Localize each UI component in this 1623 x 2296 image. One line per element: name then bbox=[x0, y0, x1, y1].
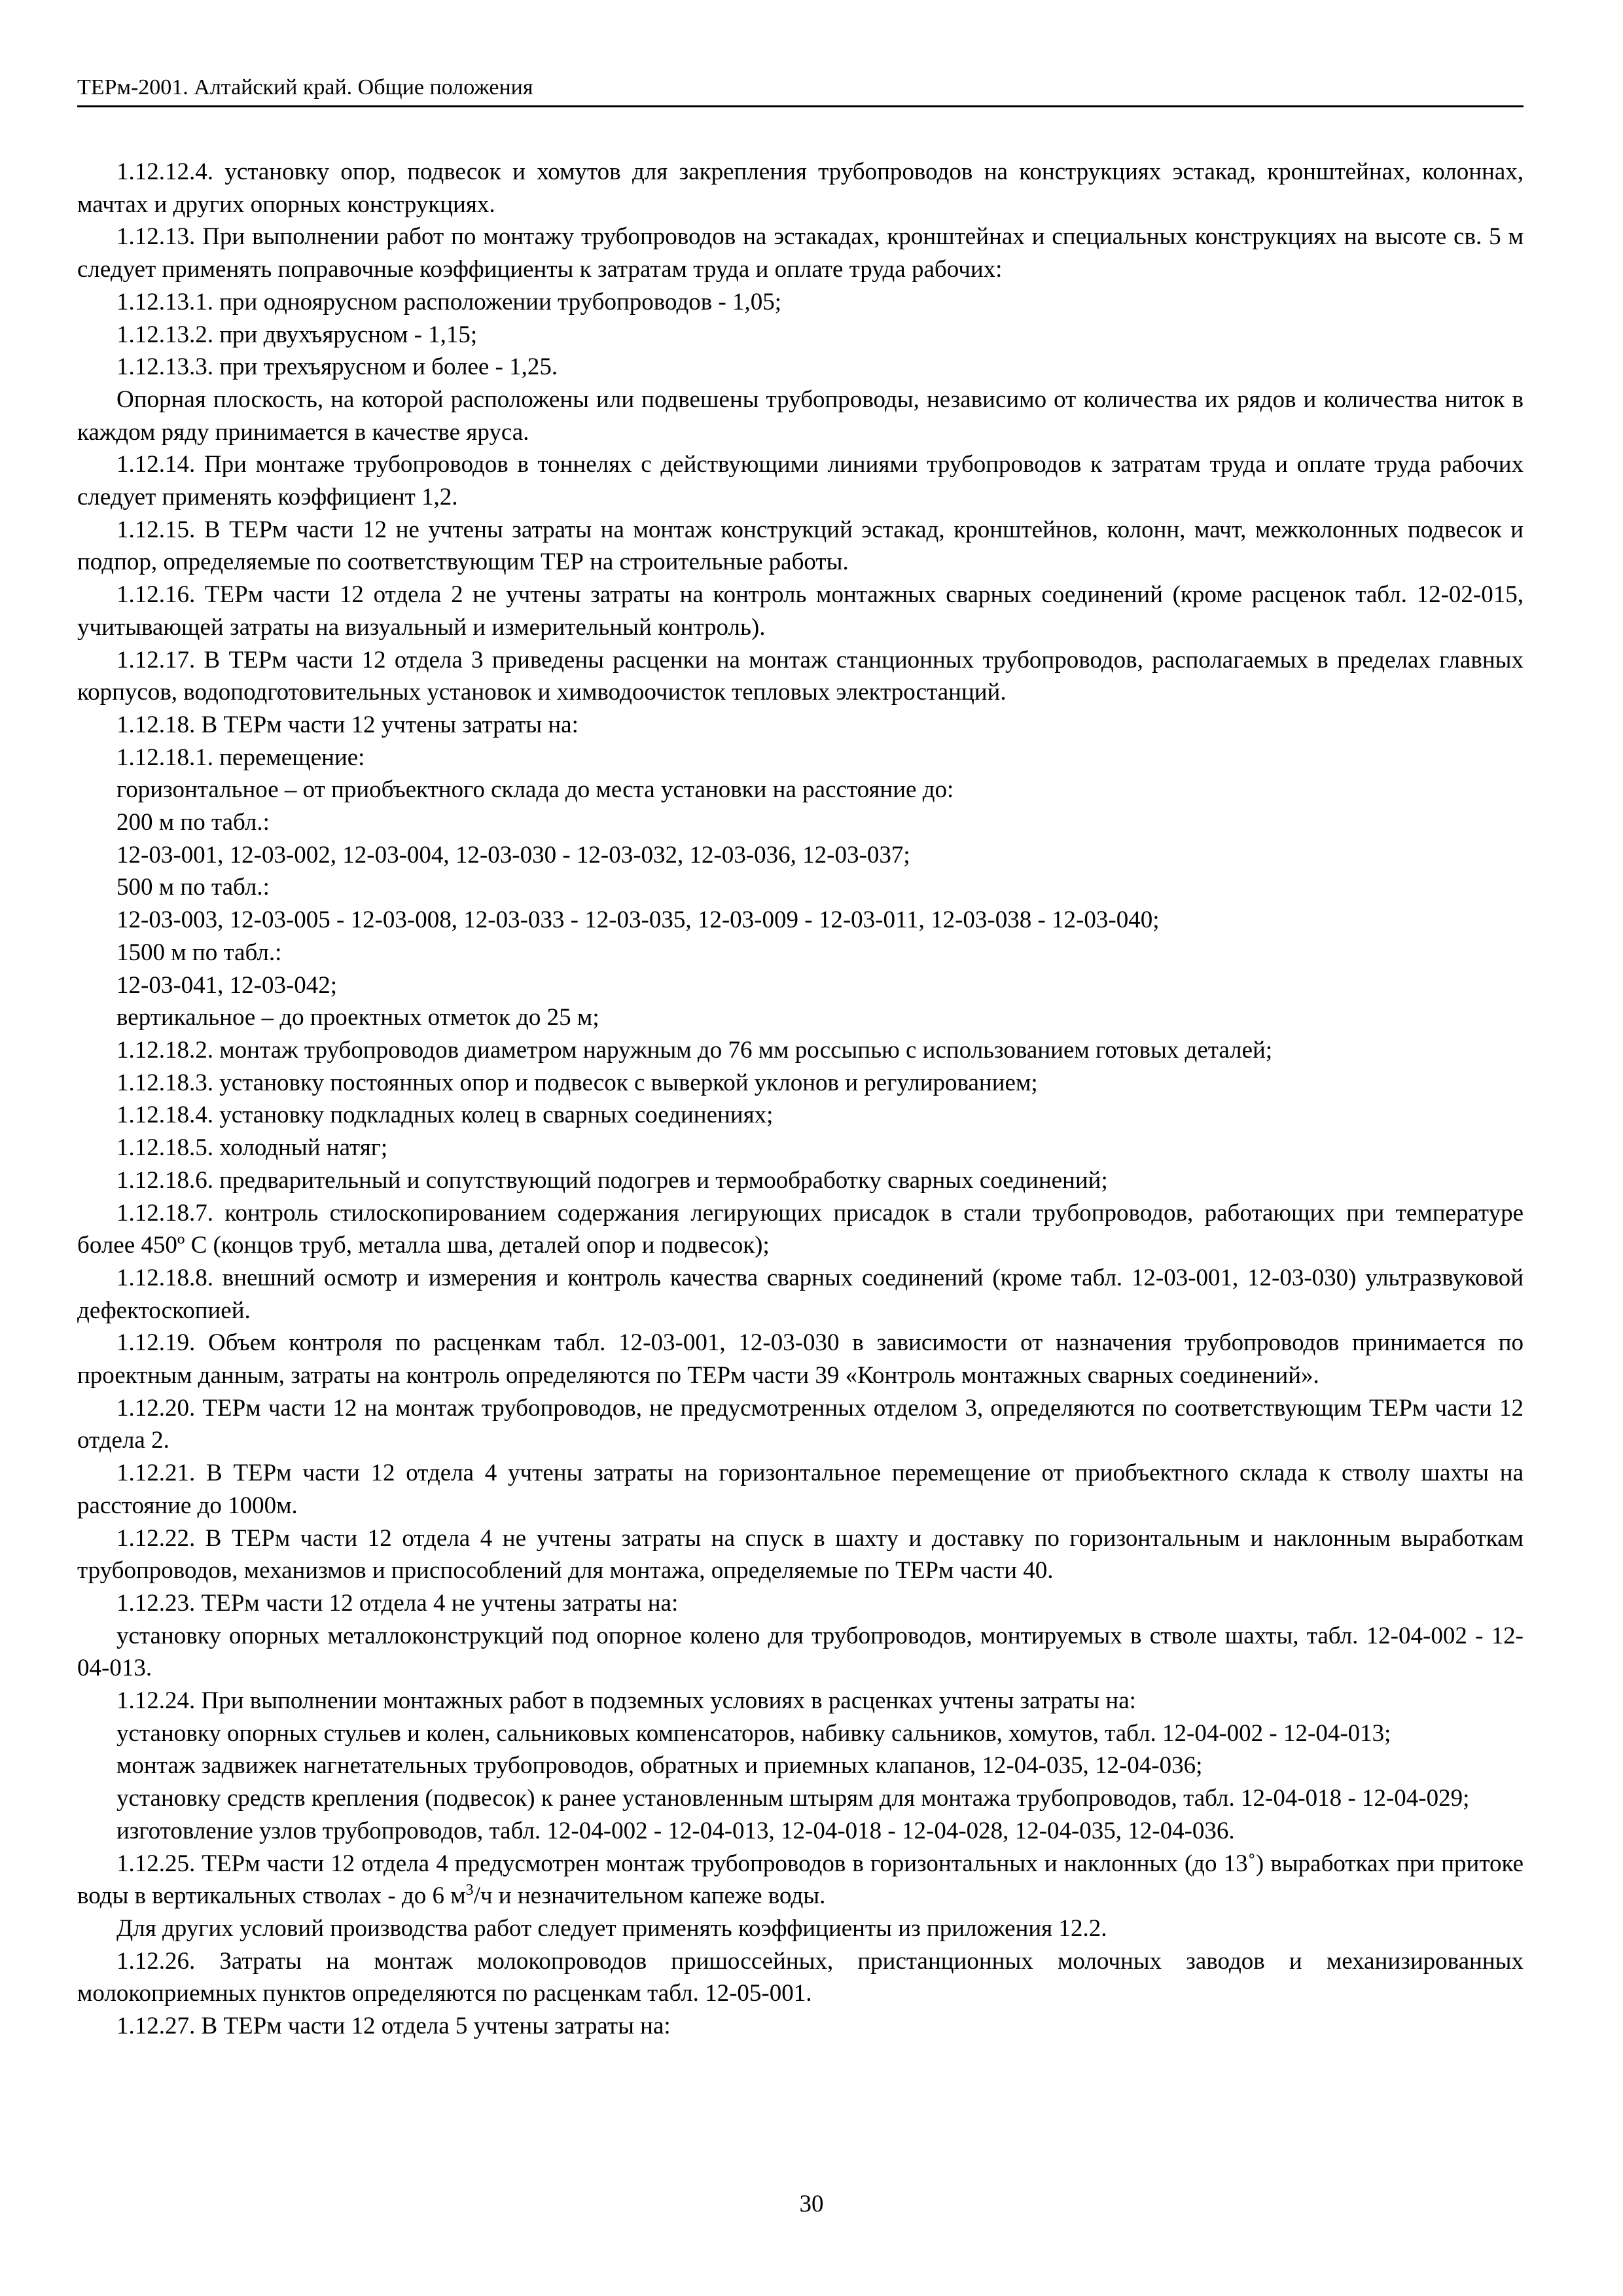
paragraph: 200 м по табл.: bbox=[116, 809, 270, 836]
paragraph: 1.12.18.6. предварительный и сопутствующий подогрев и термообработку сварных соединений; bbox=[116, 1166, 1108, 1194]
paragraph-with-superscript bbox=[77, 1848, 1524, 1912]
paragraph: 1.12.18.3. установку постоянных опор и подвесок с выверкой уклонов и регулированием; bbox=[116, 1069, 1038, 1096]
paragraph: 1.12.18.5. холодный натяг; bbox=[116, 1134, 388, 1162]
paragraph: 1.12.13.1. при одноярусном расположении трубопроводов - 1,05; bbox=[116, 288, 782, 315]
superscript: 3 bbox=[465, 1882, 474, 1899]
paragraph: 1500 м по табл.: bbox=[116, 939, 282, 966]
paragraph: установку опорных металлоконструкций под опорное колено для трубопроводов, монтируемых в стволе шахты, табл. 12-04-002 - 12-04-013. bbox=[77, 1622, 1524, 1682]
paragraph: вертикальное – до проектных отметок до 25 м; bbox=[116, 1004, 599, 1031]
paragraph: Для других условий производства работ следует применять коэффициенты из приложения 12.2. bbox=[116, 1914, 1107, 1942]
paragraph: 1.12.15. В ТЕРм части 12 не учтены затраты на монтаж конструкций эстакад, кронштейнов, колонн, мачт, межколонных подвесок и подпор, определяемые по соответствующим ТЕР на строительные работы. bbox=[77, 516, 1524, 576]
paragraph: 12-03-041, 12-03-042; bbox=[116, 971, 338, 999]
paragraph: 1.12.16. ТЕРм части 12 отдела 2 не учтены затраты на контроль монтажных сварных соединений (кроме расценок табл. 12-02-015, учитывающей затраты на визуальный и измерительный контроль). bbox=[77, 581, 1524, 641]
paragraph: 1.12.14. При монтаже трубопроводов в тоннелях с действующими линиями трубопроводов к затратам труда и оплате труда рабочих следует применять коэффициент 1,2. bbox=[77, 451, 1524, 511]
paragraph: 1.12.23. ТЕРм части 12 отдела 4 не учтены затраты на: bbox=[116, 1589, 679, 1617]
header-rule bbox=[77, 105, 1524, 107]
paragraph: 1.12.17. В ТЕРм части 12 отдела 3 приведены расценки на монтаж станционных трубопроводов, располагаемых в пределах главных корпусов, водоподготовительных установок и химводоочисток тепловых электростанций. bbox=[77, 646, 1524, 706]
paragraph: 12-03-001, 12-03-002, 12-03-004, 12-03-030 - 12-03-032, 12-03-036, 12-03-037; bbox=[116, 841, 910, 869]
paragraph: 1.12.22. В ТЕРм части 12 отдела 4 не учтены затраты на спуск в шахту и доставку по горизонтальным и наклонным выработкам трубопроводов, механизмов и приспособлений для монтажа, определяемые по ТЕРм части 40. bbox=[77, 1524, 1524, 1585]
paragraph: 1.12.13.3. при трехъярусном и более - 1,25. bbox=[116, 353, 558, 381]
paragraph: 1.12.18.2. монтаж трубопроводов диаметром наружным до 76 мм россыпью с использованием готовых деталей; bbox=[116, 1036, 1273, 1064]
paragraph-text: 1.12.25. ТЕРм части 12 отдела 4 предусмотрен монтаж трубопроводов в горизонтальных и наклонных (до 13˚) выработках при притоке воды в вертикальных стволах - до 6 м bbox=[77, 1850, 1524, 1910]
paragraph: установку опорных стульев и колен, сальниковых компенсаторов, набивку сальников, хомутов, табл. 12-04-002 - 12-04-013; bbox=[116, 1719, 1391, 1747]
paragraph: 1.12.18. В ТЕРм части 12 учтены затраты на: bbox=[116, 711, 579, 738]
paragraph: 1.12.18.4. установку подкладных колец в сварных соединениях; bbox=[116, 1102, 774, 1129]
paragraph-text: /ч и незначительном капеже воды. bbox=[473, 1882, 826, 1910]
paragraph: 1.12.27. В ТЕРм части 12 отдела 5 учтены затраты на: bbox=[116, 2013, 671, 2040]
paragraph: изготовление узлов трубопроводов, табл. 12-04-002 - 12-04-013, 12-04-018 - 12-04-028, 12-04-035, 12-04-036. bbox=[116, 1817, 1235, 1844]
paragraph: 1.12.24. При выполнении монтажных работ в подземных условиях в расценках учтены затраты на: bbox=[116, 1687, 1136, 1715]
paragraph: 1.12.18.1. перемещение: bbox=[116, 744, 365, 771]
paragraph: 1.12.18.8. внешний осмотр и измерения и контроль качества сварных соединений (кроме табл. 12-03-001, 12-03-030) ультразвуковой дефектоскопией. bbox=[77, 1264, 1524, 1324]
paragraph: Опорная плоскость, на которой расположены или подвешены трубопроводы, независимо от количества их рядов и количества ниток в каждом ряду принимается в качестве яруса. bbox=[77, 386, 1524, 446]
paragraph: 1.12.20. ТЕРм части 12 на монтаж трубопроводов, не предусмотренных отделом 3, определяются по соответствующим ТЕРм части 12 отдела 2. bbox=[77, 1394, 1524, 1454]
paragraph: 1.12.19. Объем контроля по расценкам табл. 12-03-001, 12-03-030 в зависимости от назначения трубопроводов принимается по проектным данным, затраты на контроль определяются по ТЕРм части 39 «Контроль монтажных сварных соединений». bbox=[77, 1329, 1524, 1390]
paragraph: 1.12.18.7. контроль стилоскопированием содержания легирующих присадок в стали трубопроводов, работающих при температуре более 450º С (концов труб, металла шва, деталей опор и подвесок); bbox=[77, 1199, 1524, 1259]
paragraph: 12-03-003, 12-03-005 - 12-03-008, 12-03-033 - 12-03-035, 12-03-009 - 12-03-011, 12-03-038 - 12-03-040; bbox=[116, 906, 1160, 934]
running-header: ТЕРм-2001. Алтайский край. Общие положения bbox=[77, 75, 533, 99]
paragraph: 500 м по табл.: bbox=[116, 874, 270, 901]
paragraph: 1.12.21. В ТЕРм части 12 отдела 4 учтены затраты на горизонтальное перемещение от приобъектного склада к стволу шахты на расстояние до 1000м. bbox=[77, 1460, 1524, 1519]
paragraph: установку средств крепления (подвесок) к ранее установленным штырям для монтажа трубопроводов, табл. 12-04-018 - 12-04-029; bbox=[116, 1785, 1470, 1812]
paragraph: 1.12.26. Затраты на монтаж молокопроводов пришоссейных, пристанционных молочных заводов и механизированных молокоприемных пунктов определяются по расценкам табл. 12-05-001. bbox=[77, 1947, 1524, 2007]
paragraph: 1.12.13.2. при двухъярусном - 1,15; bbox=[116, 321, 478, 348]
paragraph: 1.12.12.4. установку опор, подвесок и хомутов для закрепления трубопроводов на конструкциях эстакад, кронштейнах, колоннах, мачтах и других опорных конструкциях. bbox=[77, 158, 1524, 218]
paragraph: монтаж задвижек нагнетательных трубопроводов, обратных и приемных клапанов, 12-04-035, 12-04-036; bbox=[116, 1752, 1203, 1780]
paragraph: горизонтальное – от приобъектного склада до места установки на расстояние до: bbox=[116, 776, 954, 804]
paragraph: 1.12.13. При выполнении работ по монтажу трубопроводов на эстакадах, кронштейнах и специальных конструкциях на высоте св. 5 м следует применять поправочные коэффициенты к затратам труда и оплате труда рабочих: bbox=[77, 223, 1524, 283]
page-number: 30 bbox=[799, 2191, 824, 2217]
body-text bbox=[77, 156, 1524, 2043]
